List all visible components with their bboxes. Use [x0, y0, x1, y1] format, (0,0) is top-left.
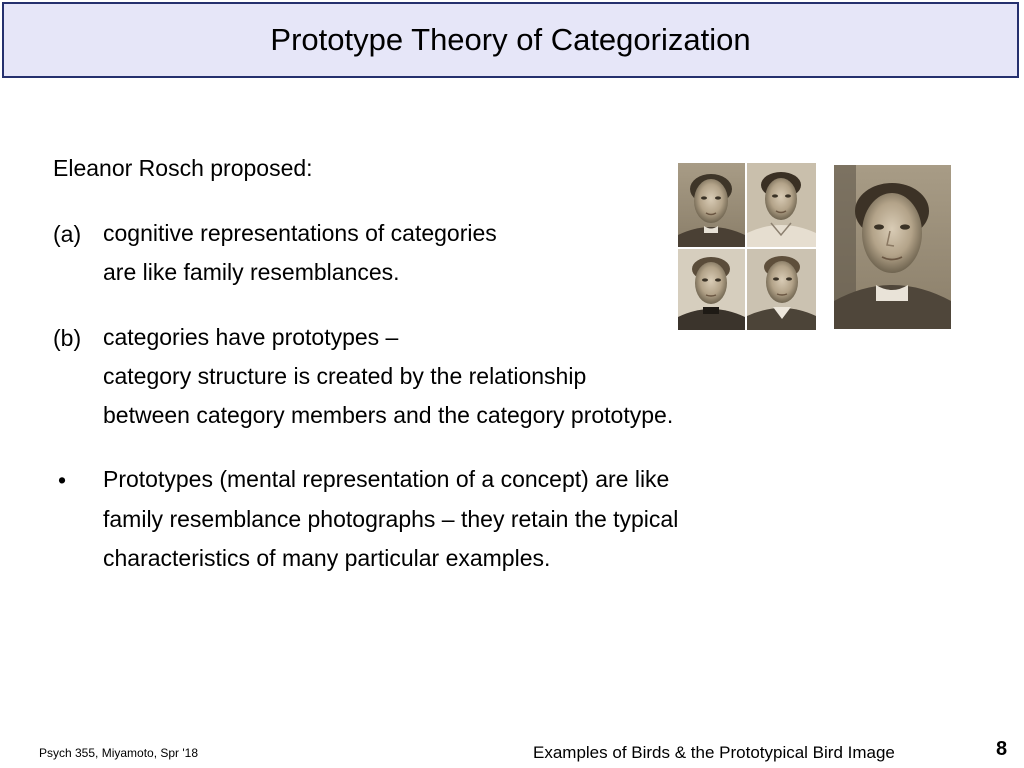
item-b-marker: (b)	[53, 325, 82, 351]
page-number: 8	[996, 738, 1008, 760]
item-b-line-2: category structure is created by the relationship	[103, 363, 587, 389]
bullet-line-1: Prototypes (mental representation of a concept) are like	[103, 466, 670, 492]
item-b-line-1: categories have prototypes –	[103, 324, 399, 350]
slide-title: Prototype Theory of Categorization	[270, 22, 751, 57]
item-a-marker: (a)	[53, 221, 82, 247]
item-a-line-1: cognitive representations of categories	[103, 220, 497, 246]
bullet-line-3: characteristics of many particular examples.	[103, 545, 551, 571]
lead-text: Eleanor Rosch proposed:	[53, 155, 313, 181]
portrait-photo-4	[747, 249, 816, 330]
course-footer: Psych 355, Miyamoto, Spr '18	[39, 746, 199, 760]
title-bar	[2, 2, 1019, 78]
bullet-marker: •	[58, 467, 67, 493]
portrait-photo-3	[678, 249, 745, 330]
item-b-line-3: between category members and the category prototype.	[103, 402, 674, 428]
next-slide-link[interactable]: Examples of Birds & the Prototypical Bird Image	[533, 743, 895, 762]
item-a-line-2: are like family resemblances.	[103, 259, 400, 285]
bullet-line-2: family resemblance photographs – they retain the typical	[103, 506, 679, 532]
composite-portrait-photo	[834, 165, 951, 329]
portrait-photo-1	[678, 163, 745, 247]
portrait-photo-2	[747, 163, 816, 247]
